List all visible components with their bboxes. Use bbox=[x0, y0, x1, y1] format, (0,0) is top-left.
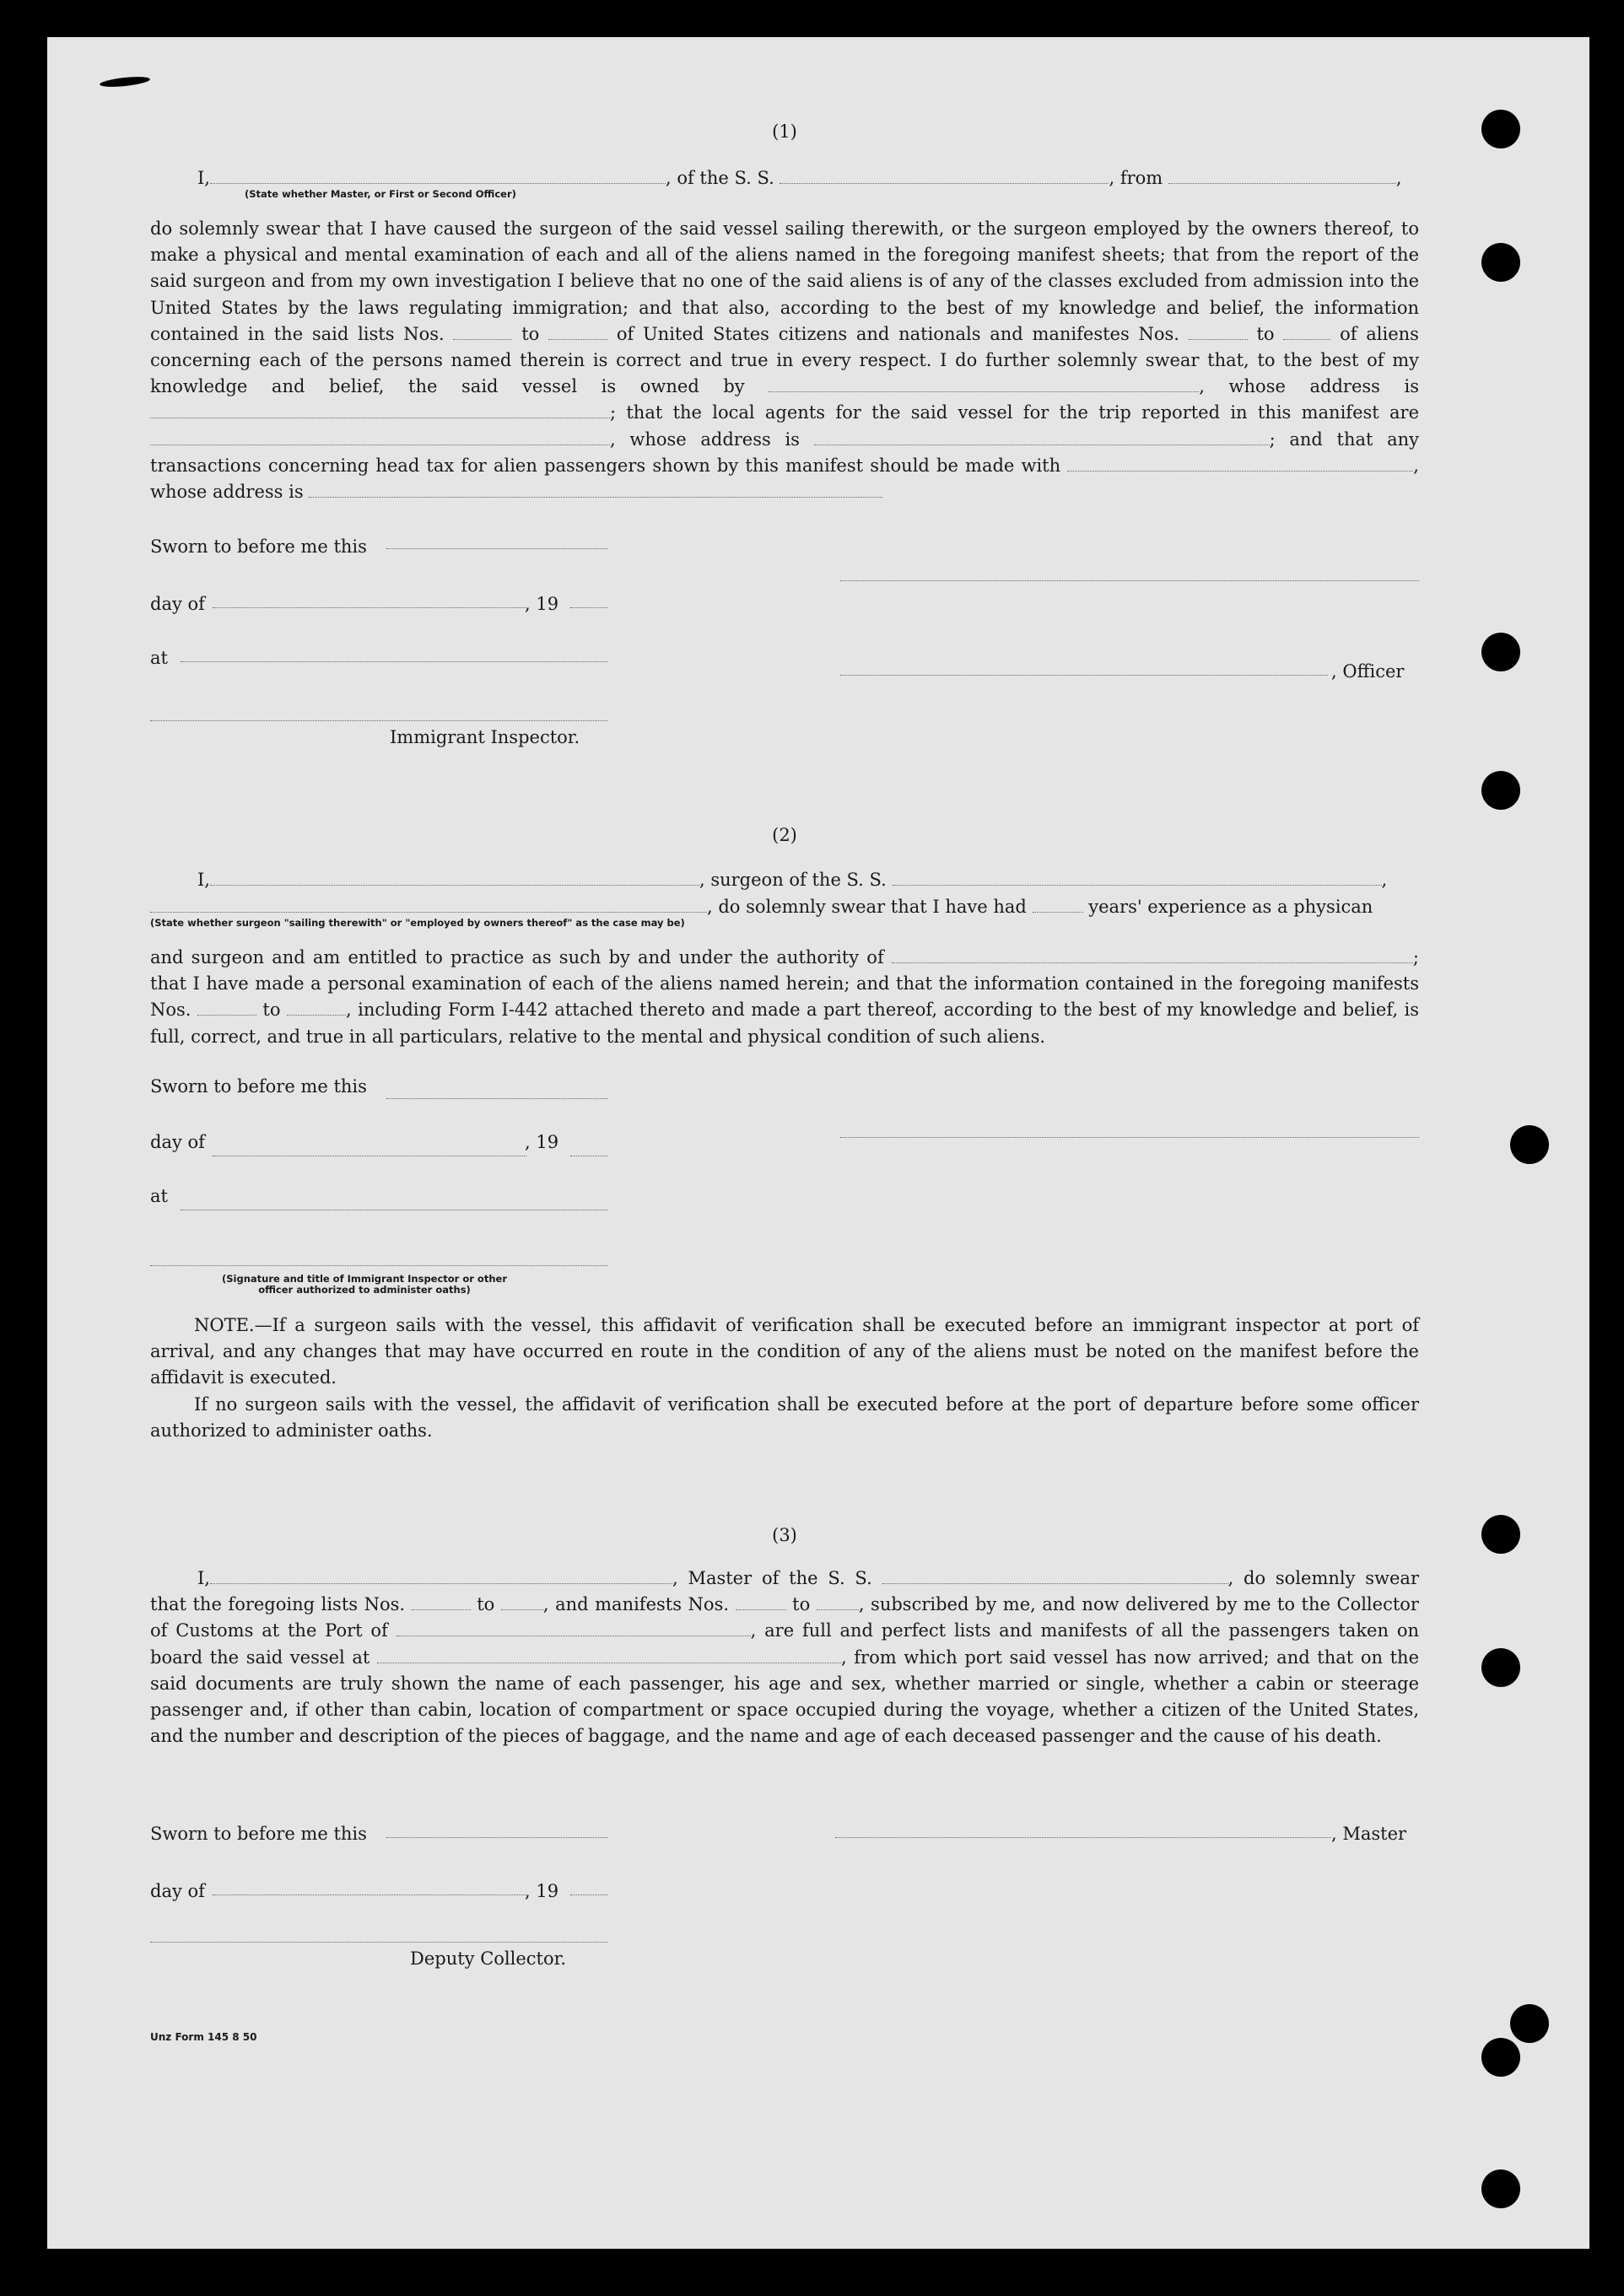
officer-signature-field[interactable] bbox=[840, 675, 1328, 676]
owner-address-field[interactable] bbox=[150, 402, 610, 418]
form-page bbox=[47, 37, 1589, 2249]
section-1-master-line: I, , of the S. S. , from , bbox=[197, 168, 1402, 188]
immigrant-inspector-label: Immigrant Inspector. bbox=[390, 727, 580, 747]
binder-hole bbox=[1481, 2038, 1520, 2077]
binder-hole bbox=[1481, 1515, 1520, 1554]
citizen-lists-to-field[interactable] bbox=[548, 324, 607, 340]
year-field[interactable] bbox=[570, 607, 607, 608]
officer-signature-line-upper[interactable] bbox=[840, 580, 1419, 581]
sworn-date-field[interactable] bbox=[386, 548, 607, 549]
year-label: , 19 bbox=[525, 594, 559, 614]
sworn-label: Sworn to before me this bbox=[150, 1076, 367, 1097]
surgeon-status-note: (State whether surgeon "sailing therewith" or "employed by owners thereof" as the case may be) bbox=[150, 917, 685, 929]
inspector-signature-field[interactable] bbox=[150, 720, 607, 721]
surgeon-status-field[interactable] bbox=[150, 897, 707, 913]
year-field[interactable] bbox=[570, 1894, 607, 1895]
year-label: , 19 bbox=[525, 1881, 559, 1901]
ink-smudge bbox=[100, 75, 151, 89]
master-label: , Master bbox=[1331, 1824, 1407, 1844]
binder-hole bbox=[1481, 771, 1520, 810]
section-1-heading: (1) bbox=[772, 121, 797, 142]
sworn-label: Sworn to before me this bbox=[150, 536, 367, 557]
local-agents-field[interactable] bbox=[150, 429, 610, 445]
agents-address-field[interactable] bbox=[814, 429, 1270, 445]
section-1-oath-text: do solemnly swear that I have caused the surgeon of the said vessel sailing therewith, or the surgeon employed by the owners thereof, to make a physical and mental examination of each and all of the aliens named in the foregoing manifest sheets; that from the report of the said surgeon and from my own investigation I believe that no one of the said aliens is of any of the classes excluded from admission into the United States by the laws regulating immigration; and that also, according to the best of my knowledge and belief, the information contained in the said lists Nos. to of United States citizens and nationals and manifestes Nos. to of aliens concerning each of the persons named therein is correct and true in every respect. I do further solemnly swear that, to the best of my knowledge and belief, the said vessel is owned by , whose address is ; that the local agents for the said vessel for the trip reported in this manifest are , whose address is ; and that any transactions concerning head tax for alien passengers shown by this manifest should be made with , whose address is bbox=[150, 218, 1420, 503]
lists-to-field[interactable] bbox=[501, 1594, 543, 1610]
sworn-date-field[interactable] bbox=[386, 1837, 607, 1838]
from-port-field[interactable] bbox=[1168, 168, 1396, 184]
master-title-note: (State whether Master, or First or Second Officer) bbox=[245, 188, 516, 200]
inspector-signature-field[interactable] bbox=[150, 1265, 607, 1266]
officer-label: , Officer bbox=[1331, 661, 1405, 682]
day-of-label: day of bbox=[150, 594, 205, 614]
alien-manifests-from-field[interactable] bbox=[1189, 324, 1248, 340]
collector-signature-field[interactable] bbox=[150, 1942, 607, 1943]
day-of-label: day of bbox=[150, 1132, 205, 1152]
years-experience-field[interactable] bbox=[1033, 897, 1083, 913]
at-label: at bbox=[150, 648, 168, 668]
section-2-heading: (2) bbox=[772, 825, 797, 845]
note-paragraph-2: If no surgeon sails with the vessel, the affidavit of verification shall be executed before at the port of departure before some officer authorized to administer oaths. bbox=[150, 1394, 1419, 1442]
citizen-lists-from-field[interactable] bbox=[453, 324, 512, 340]
practice-authority-field[interactable] bbox=[892, 947, 1413, 963]
at-label: at bbox=[150, 1186, 168, 1206]
section-3-heading: (3) bbox=[772, 1525, 797, 1545]
alien-manifests-to-field[interactable] bbox=[1283, 324, 1330, 340]
binder-hole bbox=[1481, 1648, 1520, 1687]
surgeon-vessel-field[interactable] bbox=[893, 870, 1382, 886]
sworn-date-field[interactable] bbox=[386, 1098, 607, 1099]
vessel-owner-field[interactable] bbox=[769, 376, 1199, 392]
binder-hole bbox=[1481, 2169, 1520, 2208]
head-tax-address-field[interactable] bbox=[309, 482, 882, 498]
day-of-field[interactable] bbox=[213, 607, 526, 608]
surgeon-signature-field[interactable] bbox=[840, 1137, 1419, 1138]
section-2-experience-line: , do solemnly swear that I have had years' experience as a physican bbox=[150, 894, 1419, 920]
master-name-field[interactable] bbox=[210, 1568, 672, 1584]
signature-title-note: (Signature and title of Immigrant Inspector or other officer authorized to administer oaths) bbox=[222, 1273, 507, 1296]
binder-hole bbox=[1510, 1125, 1549, 1164]
day-of-field[interactable] bbox=[213, 1894, 526, 1895]
year-label: , 19 bbox=[525, 1132, 559, 1152]
head-tax-contact-field[interactable] bbox=[1067, 455, 1413, 472]
master-signature-field[interactable] bbox=[835, 1837, 1331, 1838]
binder-hole bbox=[1481, 633, 1520, 671]
section-2-oath-text: and surgeon and am entitled to practice as such by and under the authority of ; that I have made a personal examination of each of the aliens named herein; and that the information contained in the foregoing manifests Nos. to , including Form I-442 attached thereto and made a part thereof, according to the best of my knowledge and belief, is full, correct, and true in all particulars, relative to the mental and physical condition of such aliens. bbox=[150, 947, 1419, 1047]
master-name-field[interactable] bbox=[210, 168, 666, 184]
port-of-field[interactable] bbox=[397, 1620, 751, 1636]
binder-hole bbox=[1481, 110, 1520, 148]
manifests-from-field[interactable] bbox=[736, 1594, 786, 1610]
vessel-name-field[interactable] bbox=[780, 168, 1109, 184]
surgeon-manifests-to-field[interactable] bbox=[287, 1000, 346, 1016]
master-vessel-field[interactable] bbox=[882, 1568, 1228, 1584]
form-number: Unz Form 145 8 50 bbox=[150, 2031, 257, 2043]
sworn-label: Sworn to before me this bbox=[150, 1824, 367, 1844]
note-paragraph-1: NOTE.—If a surgeon sails with the vessel, this affidavit of verification shall be executed before an immigrant inspector at port of arrival, and any changes that may have occurred en route in the condition of any of the aliens must be noted on the manifest before the affidavit is executed. bbox=[150, 1315, 1419, 1388]
at-place-field[interactable] bbox=[181, 661, 607, 662]
surgeon-manifests-from-field[interactable] bbox=[197, 1000, 256, 1016]
day-of-label: day of bbox=[150, 1881, 205, 1901]
binder-hole bbox=[1481, 243, 1520, 282]
section-3-oath-text: I, , Master of the S. S. , do solemnly swear that the foregoing lists Nos. to , and manifests Nos. to , subscribed by me, and now delivered by me to the Collector of Customs at the Port of , are full and perfect lists and manifests of all the passengers taken on board the said vessel at , from which port said vessel has now arrived; and that on the said documents are truly shown the name of each passenger, his age and sex, whether married or single, whether a cabin or steerage passenger and, if other than cabin, location of compartment or space occupied during the voyage, whether a citizen of the United States, and the number and description of the pieces of baggage, and the name and age of each deceased passenger and the cause of his death. bbox=[150, 1568, 1419, 1747]
surgeon-name-field[interactable] bbox=[210, 870, 699, 886]
lists-from-field[interactable] bbox=[412, 1594, 471, 1610]
deputy-collector-label: Deputy Collector. bbox=[410, 1948, 567, 1969]
manifests-to-field[interactable] bbox=[817, 1594, 859, 1610]
section-2-surgeon-line: I, , surgeon of the S. S. , bbox=[197, 870, 1388, 890]
embarkation-port-field[interactable] bbox=[377, 1647, 841, 1663]
binder-hole bbox=[1510, 2004, 1549, 2043]
